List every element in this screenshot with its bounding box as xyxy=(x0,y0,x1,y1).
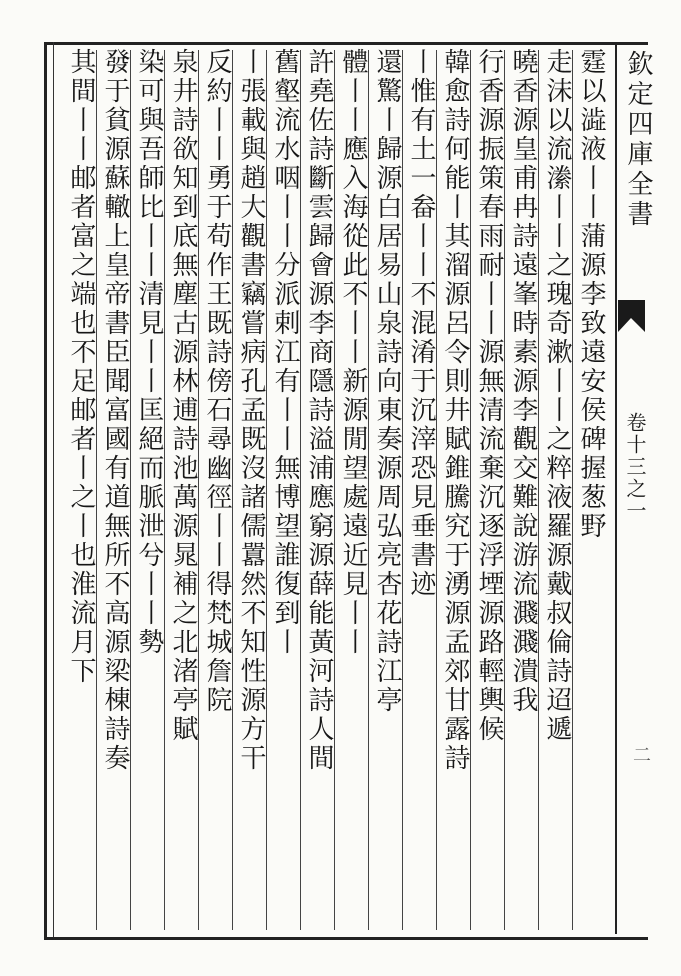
text-column: 還驚丨歸源白居易山泉詩向東奏源周弘亮杏花詩江亭 xyxy=(372,48,402,715)
text-column: 曉香源皇甫冉詩遠峯時素源李觀交難說游流濺濺潰我 xyxy=(508,48,538,715)
column-rule xyxy=(266,50,267,930)
column-rule xyxy=(538,50,539,930)
text-column: 丨張載與趙大觀書竊嘗病孔孟既沒諸儒囂然不知性源方干 xyxy=(236,48,266,773)
text-column: 染可與吾師比丨丨清見丨丨匡絕而脈泄兮丨丨勢 xyxy=(134,48,164,657)
fishtail-mark-icon xyxy=(618,300,645,332)
column-rule xyxy=(436,50,437,930)
column-rule xyxy=(130,50,131,930)
text-column: 反約丨丨勇于苟作王既詩傍石尋幽徑丨丨得梵城詹院 xyxy=(202,48,232,715)
text-column: 韓愈詩何能丨其溜源呂令則井賦錐騰究于湧源孟郊甘露詩 xyxy=(440,48,470,773)
column-rule xyxy=(164,50,165,930)
spine-page-mark: 二 xyxy=(630,745,651,763)
text-column: 霆以澁液丨丨蒲源李致遠安侯碑握葱野 xyxy=(576,48,606,541)
column-rule xyxy=(368,50,369,930)
text-column: 行香源振策春雨耐丨丨源無清流棄沉逐浮堙源路輕輿候 xyxy=(474,48,504,744)
column-rule xyxy=(232,50,233,930)
column-rule xyxy=(470,50,471,930)
text-column: 走沫以流潫丨丨之瑰奇漱丨丨之粹液羅源戴叔倫詩迢遞 xyxy=(542,48,572,744)
spine-title: 欽定四庫全書 xyxy=(623,50,653,230)
text-column: 泉井詩欲知到底無塵古源林逋詩池萬源晁補之北渚亭賦 xyxy=(168,48,198,744)
text-column: 舊壑流水咽丨丨分派剌江有丨丨無博望誰復到丨 xyxy=(270,48,300,657)
column-rule xyxy=(504,50,505,930)
spine-juan-number: 卷十三之一 xyxy=(623,412,647,522)
column-rule xyxy=(572,50,573,930)
text-column: 丨惟有土一畚丨丨不混淆于沉滓恐見垂書迹 xyxy=(406,48,436,599)
column-rule xyxy=(334,50,335,930)
text-column: 發于貧源蘇轍上皇帝書臣聞富國有道無所不高源梁棟詩奏 xyxy=(100,48,130,773)
text-column: 其間丨丨邮者富之端也不足邮者丨之丨也淮流月下 xyxy=(66,48,96,686)
text-column: 體丨丨應入海從此不丨丨新源閒望處遠近見丨丨 xyxy=(338,48,368,657)
column-rule xyxy=(402,50,403,930)
column-rule xyxy=(96,50,97,930)
column-rule xyxy=(300,50,301,930)
column-rule xyxy=(198,50,199,930)
text-column: 許堯佐詩斷雲歸會源李商隱詩溢浦應窮源薛能黃河詩人間 xyxy=(304,48,334,773)
inner-margin-line xyxy=(53,42,54,937)
